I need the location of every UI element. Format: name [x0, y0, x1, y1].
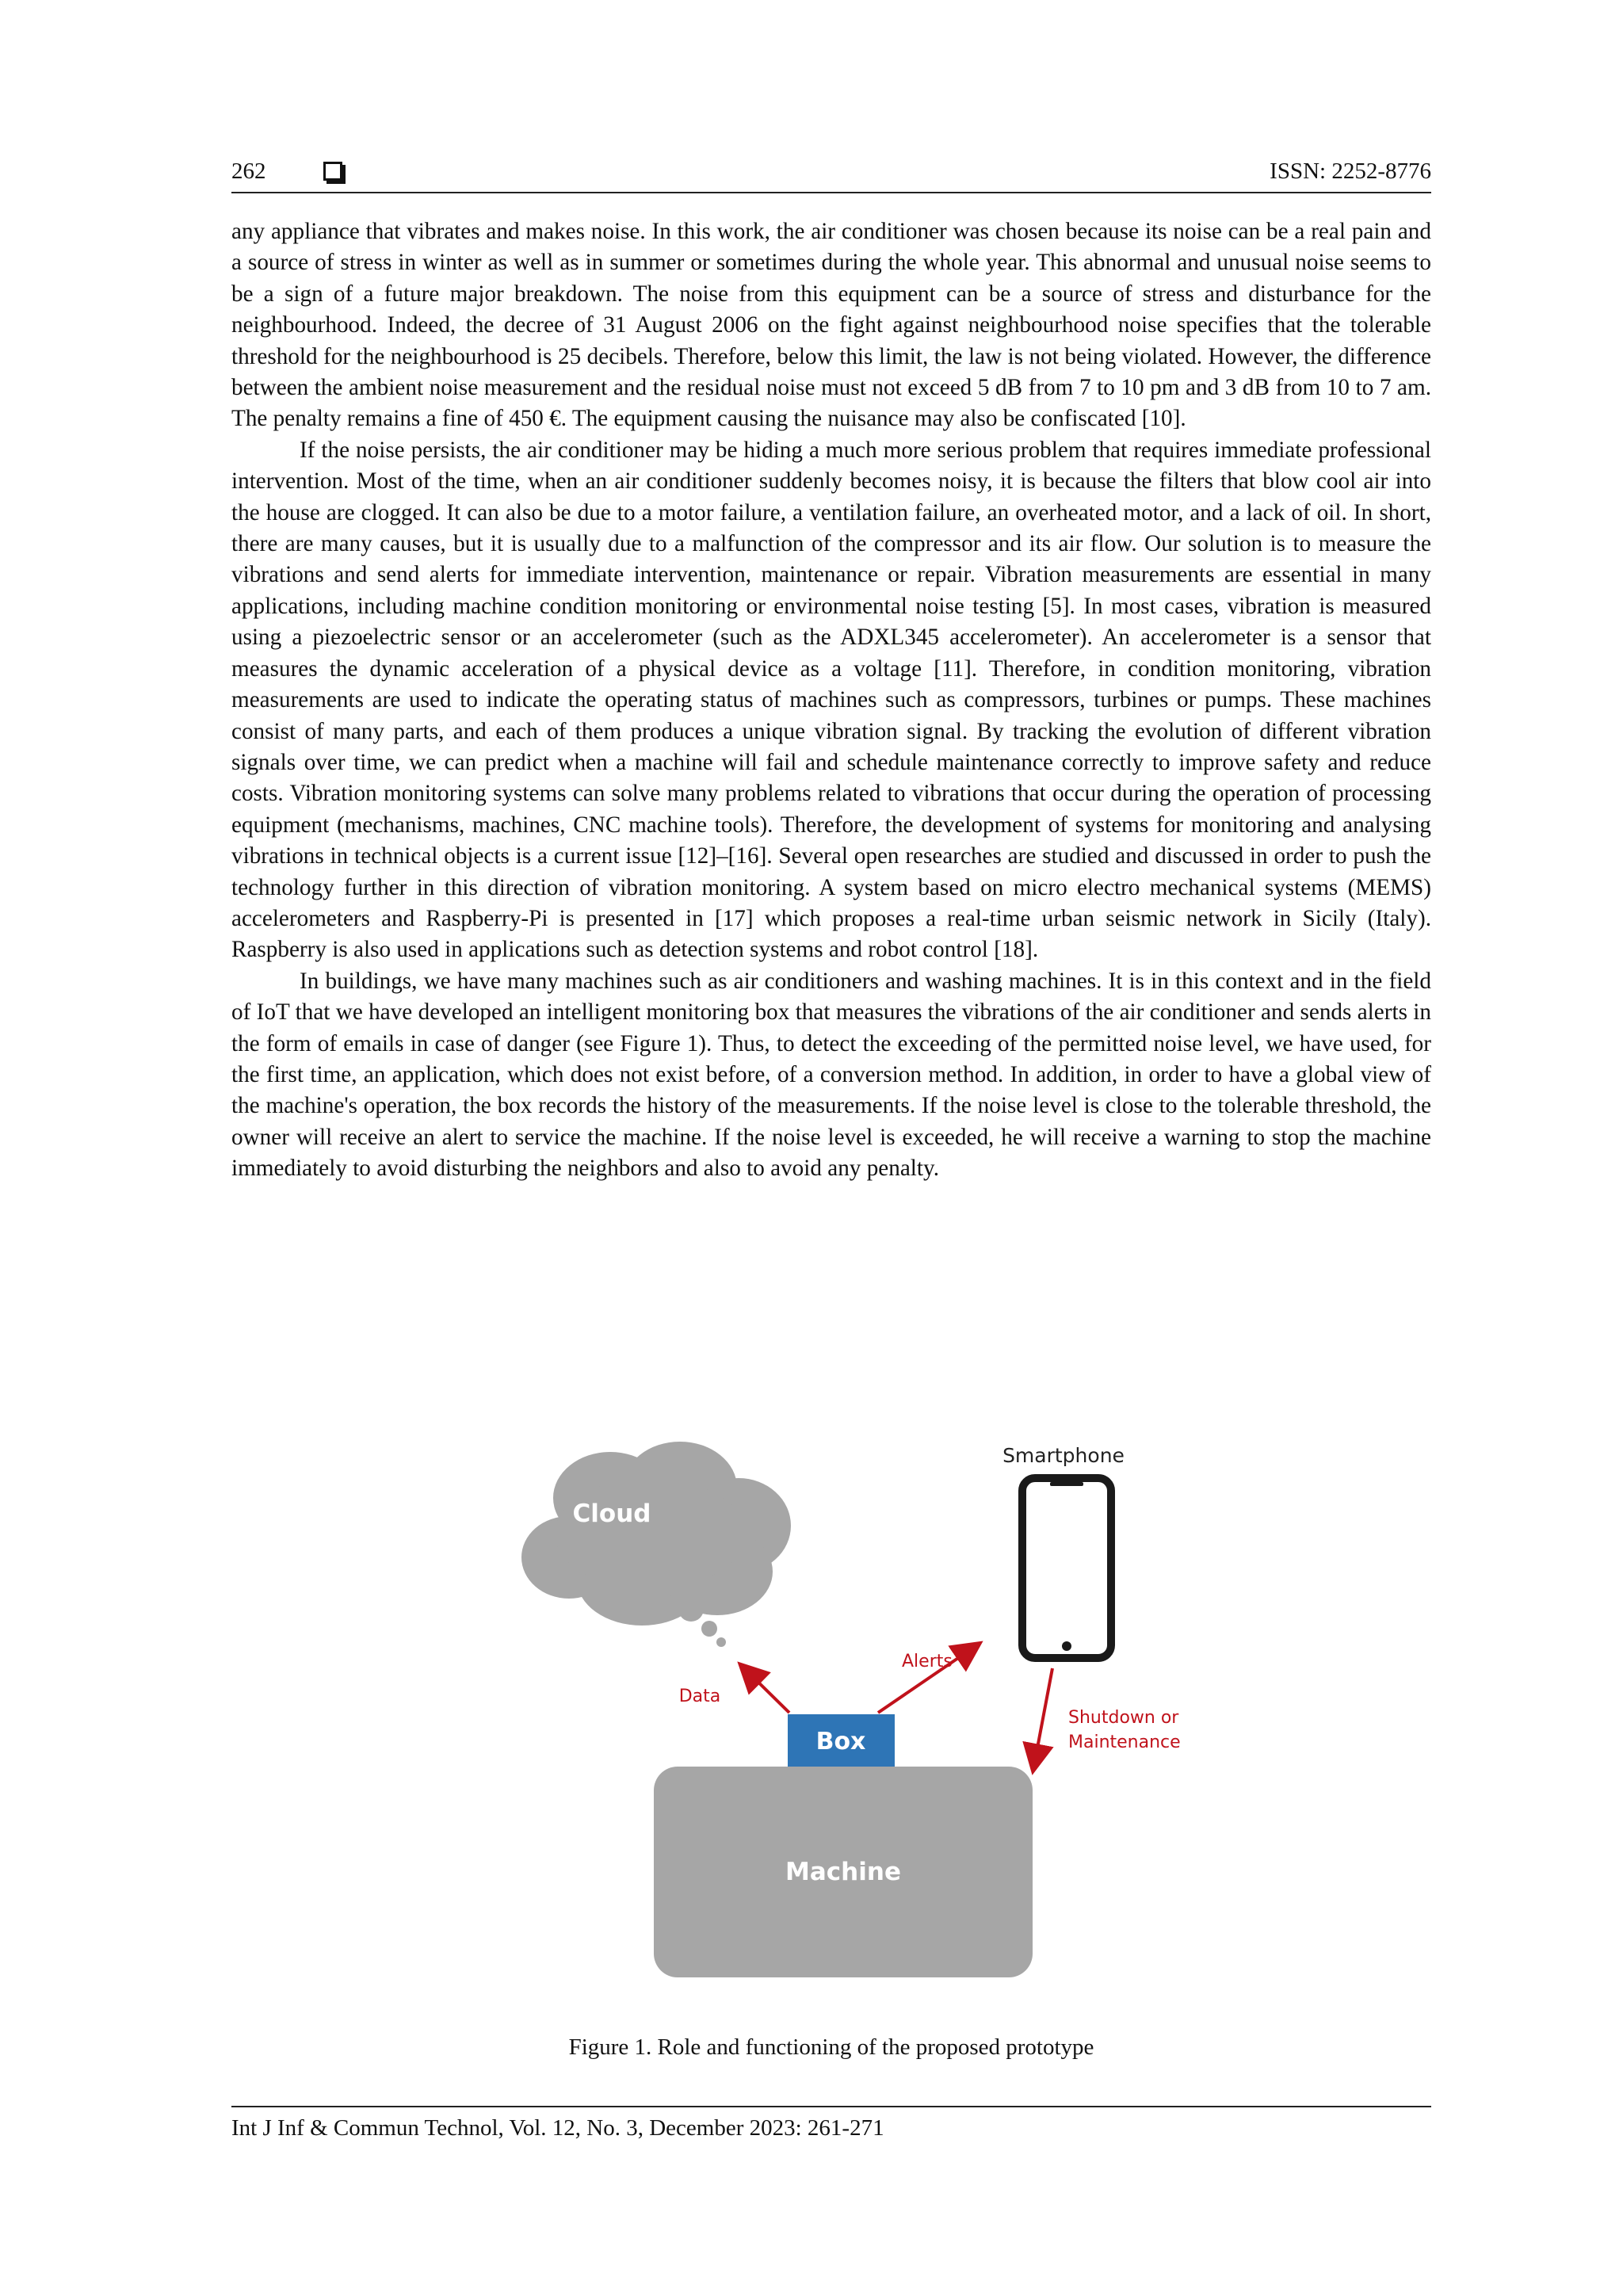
cloud-label: Cloud [572, 1499, 651, 1528]
body-text [231, 216, 1431, 1185]
machine-label: Machine [785, 1858, 901, 1886]
data-arrow [742, 1666, 789, 1713]
figure-caption: Figure 1. Role and functioning of the proposed prototype [568, 2034, 1094, 2060]
footer-divider [231, 2106, 1431, 2107]
box-label: Box [815, 1728, 866, 1755]
paragraph-1: any appliance that vibrates and makes noise. In this work, the air conditioner was chosen because its noise can be a real pain and a source of stress in winter as well as in summer or sometimes during the whole year. This abnormal and unusual noise seems to be a sign of a future major breakdown. The noise from this equipment can be a source of stress and disturbance for the neighbourhood. Indeed, the decree of 31 August 2006 on the fight against neighbourhood noise specifies that the tolerable threshold for the neighbourhood is 25 decibels. Therefore, below this limit, the law is not being violated. However, the difference between the ambient noise measurement and the residual noise must not exceed 5 dB from 7 to 10 pm and 3 dB from 10 to 7 am. The penalty remains a fine of 450 €. The equipment causing the nuisance may also be confiscated [10]. [231, 219, 1431, 432]
smartphone-icon [1022, 1478, 1111, 1658]
shutdown-arrow [1033, 1668, 1052, 1769]
paragraph-2: If the noise persists, the air conditioner may be hiding a much more serious problem that requires immediate professional intervention. Most of the time, when an air conditioner suddenly becomes noisy, it is because the filters that blow cool air into the house are clogged. It can also be due to a motor failure, a ventilation failure, an overheated motor, and a lack of oil. In short, there are many causes, but it is usually due to a malfunction of the compressor and its air flow. Our solution is to measure the vibrations and send alerts for immediate intervention, maintenance or repair. Vibration measurements are essential in many applications, including machine condition monitoring or environmental noise testing [5]. In most cases, vibration is measured using a piezoelectric sensor or an accelerometer (such as the ADXL345 accelerometer). An accelerometer is a sensor that measures the dynamic acceleration of a physical device as a voltage [11]. Therefore, in condition monitoring, vibration measurements are used to indicate the operating status of machines such as compressors, turbines or pumps. These machines consist of many parts, and each of them produces a unique vibration signal. By tracking the evolution of different vibration signals over time, we can predict when a machine will fail and schedule maintenance correctly to improve safety and reduce costs. Vibration monitoring systems can solve many problems related to vibrations that occur during the operation of processing equipment (mechanisms, machines, CNC machine tools). Therefore, the development of systems for monitoring and analysing vibrations in technical objects is a current issue [12]–[16]. Several open researches are studied and discussed in order to push the technology further in this direction of vibration monitoring. A system based on micro electro mechanical systems (MEMS) accelerometers and Raspberry-Pi is presented in [17] which proposes a real-time urban seismic network in Sicily (Italy). Raspberry is also used in applications such as detection systems and robot control [18]. [231, 437, 1431, 963]
square-bullet-icon [323, 162, 342, 181]
page-header [231, 155, 1431, 193]
shutdown-label-line2: Maintenance [1068, 1733, 1181, 1752]
figure-1-diagram [491, 1438, 1205, 2025]
footer-citation: Int J Inf & Commun Technol, Vol. 12, No. 3, December 2023: 261-271 [231, 2115, 884, 2141]
shutdown-label-line1: Shutdown or [1068, 1708, 1179, 1728]
page-number: 262 [231, 159, 266, 184]
issn-label: ISSN: 2252-8776 [1270, 159, 1431, 184]
smartphone-label: Smartphone [1002, 1444, 1125, 1467]
paragraph-3: In buildings, we have many machines such as air conditioners and washing machines. It is in this context and in the field of IoT that we have developed an intelligent monitoring box that measures the vibrations of the air conditioner and sends alerts in the form of emails in case of danger (see Figure 1). Thus, to detect the exceeding of the permitted noise level, we have used, for the first time, an application, which does not exist before, of a conversion method. In addition, in order to have a global view of the machine's operation, the box records the history of the measurements. If the noise level is close to the tolerable threshold, the owner will receive an alert to service the machine. If the noise level is exceeded, he will receive a warning to stop the machine immediately to avoid disturbing the neighbors and also to avoid any penalty. [231, 968, 1431, 1182]
data-label: Data [678, 1687, 721, 1706]
alerts-label: Alerts [902, 1652, 953, 1671]
cloud-icon [521, 1442, 791, 1647]
